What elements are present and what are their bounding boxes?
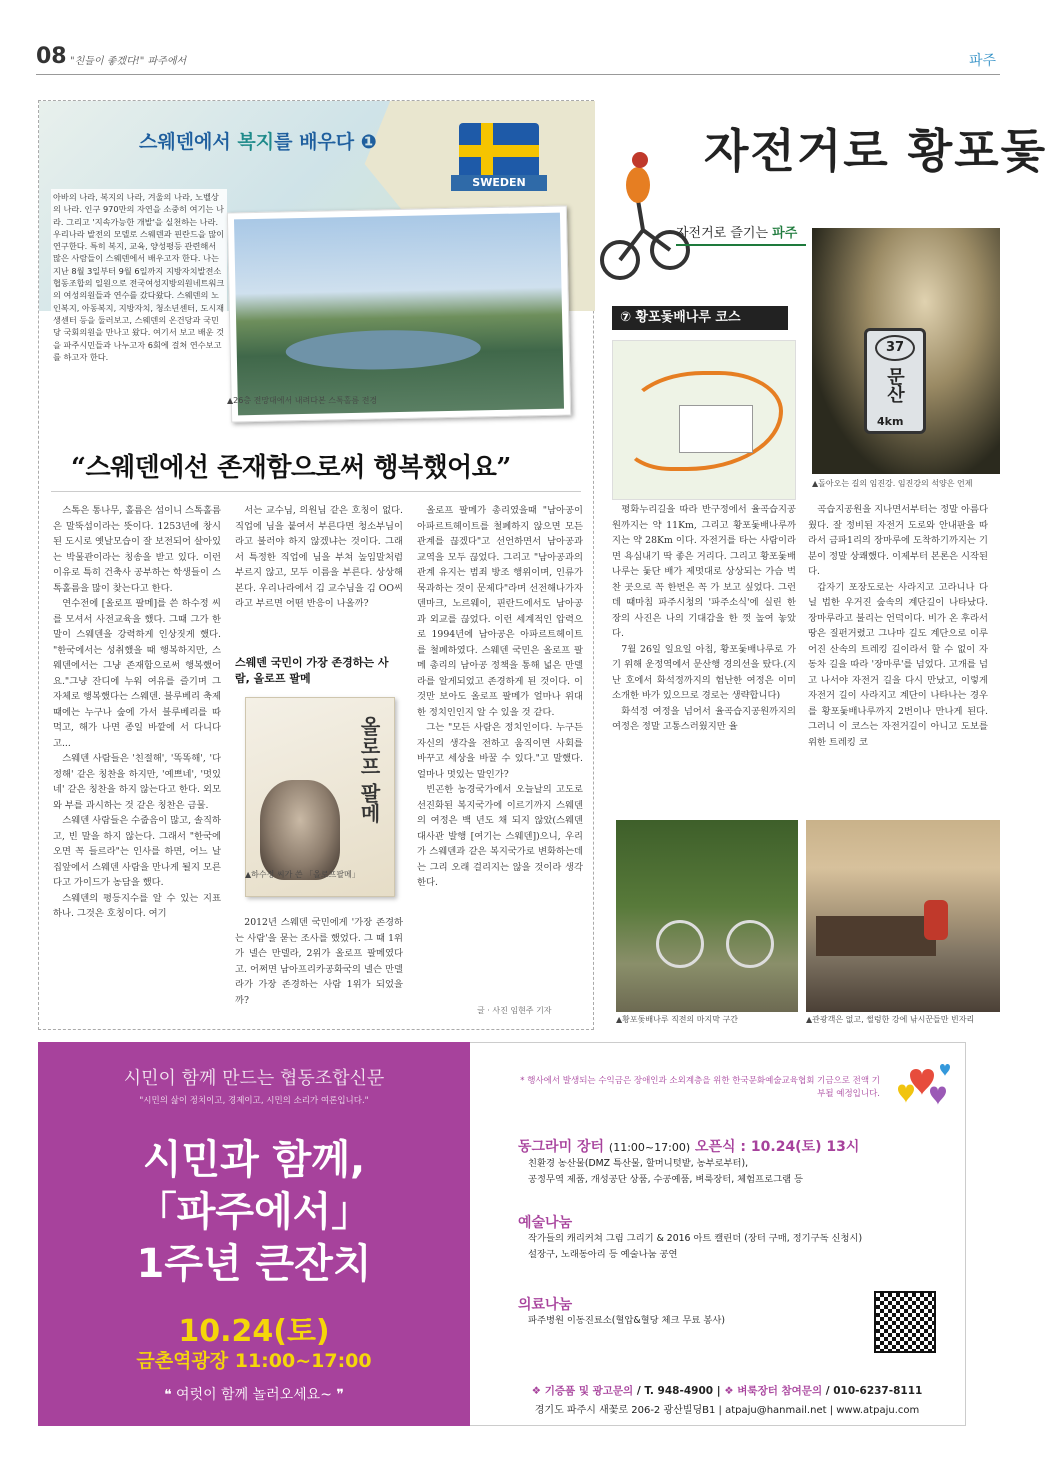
header-divider xyxy=(36,74,1000,75)
ad-quote: ❝ 여럿이 함께 놀러오세요~ ❞ xyxy=(164,1387,344,1403)
article-column-3: 올로프 팔메가 총리였을때 "남아공이 아파르트헤이트를 철폐하지 않으면 모든 관계를 끊겠다"고 선언하면서 남아공과 교역을 모두 끊었다. 그리고 "남아공과의 관계 유지는 범죄 방조 행위이며, 인류가 묵과하는 것이 문제다"라며 선전해나가자 덴마크, 노르웨이, 핀란드에서도 남아공과 외교를 끊었다. 이런 세계적인 압력으로 1994년에 남아공은 아파르트헤이트를 철폐하였다. 스웨덴 국민은 올로프 팔메 총리의 남아공 정책을 통해 넓은 만델라를 알게되었고 존경하게 된 것이다. 이것만 보아도 올로프 팔메가 얼마나 위대한 정치인인지 알 수 있을 것 같다. 그는 "모든 사람은 정치인이다. 누구든 자신의 생각을 전하고 움직이면 사회를 바꾸고 세상을 바꿀 수 있다."고 말했다. 얼마나 멋있는 말인가? 빈곤한 농경국가에서 오늘날의 고도로 선진화된 복지국가에 이르기까지 스웨덴의 여정은 백 년도 채 되지 않았(스웨덴 대사관 발행 [여기는 스웨덴])으니, 우리가 스웨덴과 같은 복지국가로 변화하는데는 그리 오래 걸리지는 않을 것이라 생각한다. xyxy=(417,505,583,888)
book-cover-image xyxy=(245,697,395,897)
book-title: 올로프 팔메 xyxy=(357,716,381,823)
subtitle-underline xyxy=(676,244,806,246)
sweden-article xyxy=(38,100,594,1030)
header-section: 파주 xyxy=(968,53,996,69)
portrait-image xyxy=(260,780,340,880)
ad-tagline: 시민이 함께 만드는 협동조합신문 xyxy=(123,1068,385,1089)
bike-photo-caption: ▲황포돛배나루 직전의 마지막 구간 xyxy=(616,1015,738,1024)
ad-place: 금촌역광장 11:00~17:00 xyxy=(136,1350,372,1372)
sweden-label: SWEDEN xyxy=(451,175,547,191)
road-sign: 37 문산 4km xyxy=(864,328,926,434)
ad-address: 경기도 파주시 새꽃로 206-2 광산빌딩B1 | atpaju@hanmail.net | www.atpaju.com xyxy=(534,1405,920,1416)
art-section: 예술나눔 작가들의 캐리커쳐 그림 그리기 & 2016 아트 캘린더 (장터 구매, 정기구독 신청시) 설장구, 노래동아리 등 예술나눔 공연 xyxy=(518,1215,863,1260)
article-intro: 아바의 나라, 복지의 나라, 겨울의 나라, 노벨상의 나라. 인구 970만의 자연을 소중히 여기는 나라. 그리고 '지속가능한 개발'을 실천하는 나라. 우리나라 발전의 모델로 스웨덴과 핀란드을 많이 연구한다. 특히 복지, 교육, 양성평등 관련해서 많은 사람들이 스웨덴에서 배우고자 한다. 나는 지난 8월 3일부터 9월 6일까지 지방자치발전소협동조합의 일원으로 전국여성지방의원네트워크의 여성의원들과 연수를 갔다왔다. 스웨덴의 노인복지, 아동복지, 지방자치, 청소년센터, 도시재생센터 등을 둘러보고, 스웨덴의 온건당과 국민당 국회의원을 만나고 왔다. 여기서 보고 배운 것을 파주시민들과 나누고자 6회에 걸쳐 연수보고를 하고자 한다. xyxy=(51,189,227,365)
series-title-highlight: 복지 xyxy=(237,131,275,153)
ad-donation-note: * 행사에서 발생되는 수익금은 장애인과 소외계층을 위한 한국문화예술교육협회 기금으로 전액 기부될 예정입니다. xyxy=(520,1076,880,1099)
road-sign-photo xyxy=(812,228,1000,474)
article-column-2: 서는 교수님, 의원님 같은 호칭이 없다. 직업에 님을 붙여서 부른다면 청소부님이라고 불러야 하지 않겠냐는 것이다. 그래서 특정한 직업에 님을 부쳐 높임말처럼 부르지 않고, 모두 이름을 부른다. 상상해본다. 우리나라에서 김 교수님을 김 OO씨라고 부르면 어떤 반응이 나올까? xyxy=(235,505,403,609)
cyclist-image xyxy=(598,140,690,290)
course-label: ⑦ 황포돛배나루 코스 xyxy=(612,306,788,330)
photo-caption: ▲26층 전망대에서 내려다본 스톡홀름 전경 xyxy=(227,396,378,405)
bike-column-2: 곡습지공원을 지나면서부터는 정말 아름다웠다. 잘 정비된 자전거 도로와 안내판을 따라서 금파1리의 장마루에 도착하기까지는 기분이 정말 상쾌했다. 이제부터 본론은 시작된다. 갑자기 포장도로는 사라지고 고라니나 다닐 법한 우거진 숲속의 계단길이 나타났다. 장마루라고 불리는 언덕이다. 비가 온 후라서 땅은 질펀거렸고 그나마 길도 계단으로 이루어진 산속의 트레킹 길이라서 할 수 없이 자동차 길을 따라 '장마루'를 넘었다. 고개를 넘고 나서야 자전거 길을 다시 만났고, 이렇게 자전거 길이 사라지고 계단이 나타나는 경우를 황포돛배나루까지 2번이나 만나게 된다. 그러니 이 코스는 자전거길이 아니고 도보를 위한 트레킹 코 xyxy=(808,504,988,748)
header-slogan: "친들이 좋겠다!" 파주에서 xyxy=(70,56,187,67)
bicycle-photo xyxy=(616,820,798,1012)
series-title: 스웨덴에서 복지를 배우다 ❶ xyxy=(139,131,377,153)
column-subtitle: 자전거로 즐기는 파주 xyxy=(676,226,798,241)
road-photo-caption: ▲돌아오는 길의 임진강. 임진강의 석양은 언제 xyxy=(812,479,973,488)
swedish-flag-icon xyxy=(459,123,539,179)
article-subhead: 스웨덴 국민이 가장 존경하는 사람, 올로프 팔메 xyxy=(235,656,389,685)
event-ad-banner xyxy=(38,1042,470,1426)
book-caption: ▲하수정 씨가 쓴 「올로프팔메」 xyxy=(245,870,360,879)
river-photo xyxy=(806,820,1000,1012)
bike-column-1: 평화누리길을 따라 반구정에서 율곡습지공원까지는 약 11Km, 그리고 황포돛배나루까지는 약 28Km 이다. 자전거를 타는 사람이라면 욕심내기 딱 좋은 거리다. 그리고 황포돛배나루는 돛단 배가 제멋대로 상상되는 가슴 벅찬 곳으로 꼭 한번은 꼭 가 보고 싶었다. 그런데 때마침 파주시청의 '파주소식'에 실린 한 장의 사진은 나의 기대감을 한 껏 높여 놓았다. 7월 26일 일요일 아침, 황포돛배나루로 가기 위해 운정역에서 문산행 경의선을 탔다.(지난 호에서 화석정까지의 험난한 여정은 이미 소개한 바가 있으므로 경로는 생략합니다) 화석정 여정을 넘어서 율곡습지공원까지의 여정은 정말 고통스러웠지만 율 xyxy=(612,504,796,732)
market-section: 동그라미 장터 (11:00~17:00) 오픈식 : 10.24(토) 13시 친환경 농산물(DMZ 특산물, 할머니텃밭, 농부로부터), 공정무역 제품, 개성공단 상품, 수공예품, 벼룩장터, 체험프로그램 등 xyxy=(518,1139,860,1185)
ad-motto: "시민의 삶이 정치이고, 경제이고, 시민의 소리가 여론입니다." xyxy=(139,1096,369,1106)
ad-date: 10.24(토) xyxy=(178,1314,330,1349)
bike-article-title: 자전거로 황포돛 xyxy=(704,124,1047,178)
event-ad-details xyxy=(470,1042,966,1426)
headline-divider xyxy=(51,491,581,492)
article-column-1: 스톡은 통나무, 홀름은 섬이니 스톡홀름은 말뚝섬이라는 뜻이다. 1253년에 창시된 도시로 옛날모습이 잘 보전되어 살아있는 박물관이라는 칭송을 받고 있다. 이런 이유로 특히 건축사 공부하는 학생들이 스톡홀름을 많이 찾는다고 한다. 연수전에 [올로프 팔메]를 쓴 하수정 씨를 모셔서 사전교육을 했다. 그때 그가 한 말이 스웨덴을 강력하게 인상짓게 했다. "한국에서는 성취했을 때 행복하지만, 스웨덴에서는 그냥 존재함으로써 행복했어요."그냥 잔디에 누워 여유를 즐기며 그 자체로 행복했다는 스웨덴. 블루베리 축제 때에는 누구나 숲에 가서 블루베리를 따 먹고, 해가 나면 종일 바깥에 서 다니다고... 스웨덴 사람들은 '친절해', '똑똑해', '다정해' 같은 칭찬을 하지만, '예쁘네', '멋있네' 같은 칭찬을 하지 않는다고 한다. 외모와 부를 과시하는 것 같은 칭찬은 금물. 스웨덴 사람들은 수줍음이 많고, 솔직하고, 빈 말을 하지 않는다. 그래서 "한국에 오면 꼭 들르라"는 인사를 하면, 어느 날 집앞에서 스웨덴 사람을 만나게 될지 모른다고 가이드가 농담을 했다. 스웨덴의 평등지수를 알 수 있는 지표 하나. 그것은 호칭이다. 여기 xyxy=(53,505,221,919)
ad-headline: 시민과 함께, 「파주에서」 1주년 큰잔치 xyxy=(136,1137,372,1287)
page-number: 08 xyxy=(36,44,67,69)
article-column-2b: 2012년 스웨덴 국민에게 '가장 존경하는 사람'을 묻는 조사를 했었다. 그 때 1위가 넬슨 만델라, 2위가 올로프 팔메였다고. 어쩌면 남아프리카공화국의 넬슨 만델라가 가장 존경하는 사람 1위가 되었을까? xyxy=(235,917,403,1006)
stockholm-photo xyxy=(227,205,571,422)
ad-contact: ❖ 기증품 및 광고문의 / T. 948-4900 | ❖ 벼룩장터 참여문의 / 010-6237-8111 xyxy=(531,1385,923,1397)
medical-section: 의료나눔 파주병원 이동진료소(혈압&혈당 체크 무료 봉사) xyxy=(518,1297,725,1326)
route-map-image xyxy=(612,340,796,500)
qr-code-icon[interactable] xyxy=(874,1291,936,1353)
article-headline: “스웨덴에선 존재함으로써 행복했어요” xyxy=(71,453,511,483)
hearts-icon xyxy=(890,1055,960,1115)
article-credit: 글 · 사진 임현주 기자 xyxy=(477,1006,552,1015)
river-photo-caption: ▲관광객은 없고, 썰렁한 강에 낚시꾼들만 빈자리 xyxy=(806,1015,975,1024)
